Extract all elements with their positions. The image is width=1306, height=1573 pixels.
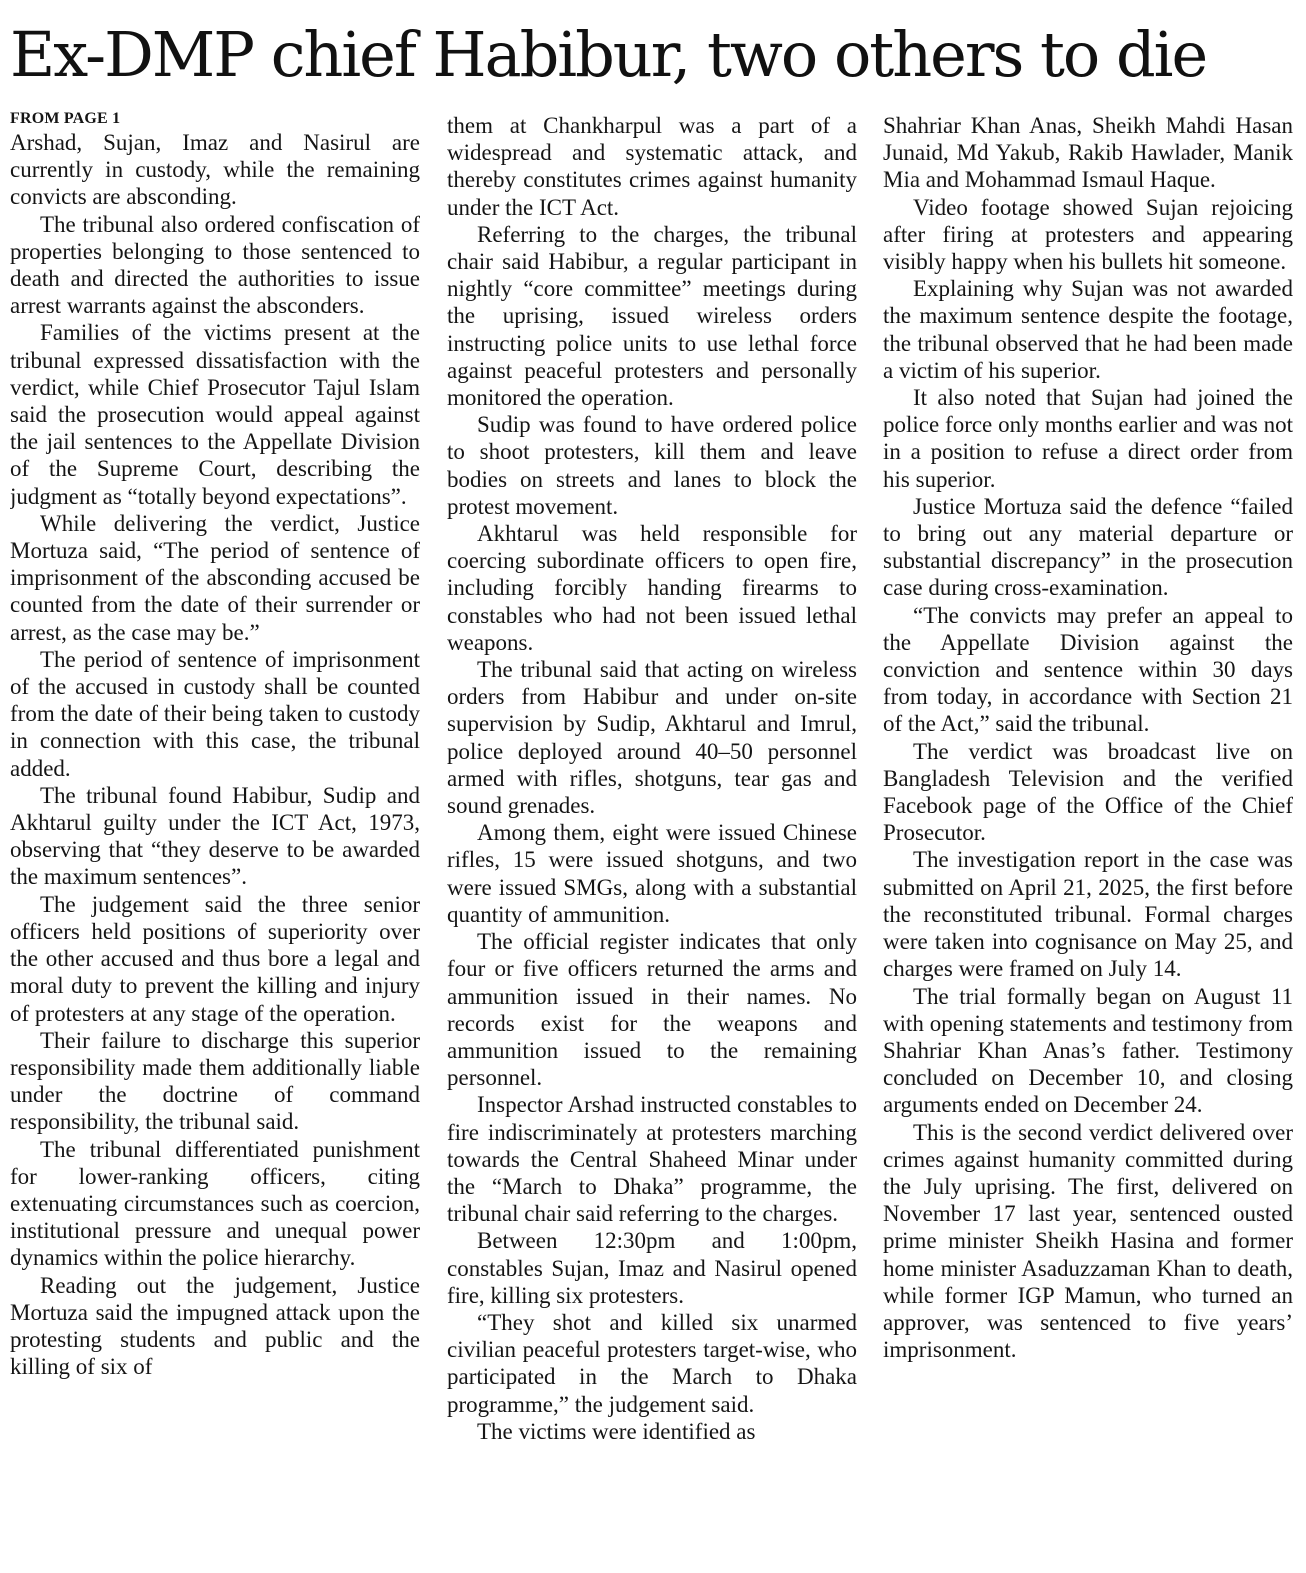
paragraph: The tribunal differentiated punishment for lower-ranking officers, citing extenuating circumstances such as coercion, institutional pressure and unequal power dynamics within the police hierarchy. (10, 1136, 420, 1271)
paragraph: The tribunal found Habibur, Sudip and Akhtarul guilty under the ICT Act, 1973, observing that “they deserve to be awarded the maximum sentences”. (10, 782, 420, 890)
article-column-3 (883, 112, 1293, 1567)
paragraph: This is the second verdict delivered over crimes against humanity committed during the July uprising. The first, delivered on November 17 last year, sentenced ousted prime minister Sheikh Hasina and former home minister Asaduzzaman Khan to death, while former IGP Mamun, who turned an approver, was sentenced to five years’ imprisonment. (883, 1119, 1293, 1363)
headline: Ex-DMP chief Habibur, two others to die (10, 18, 1207, 91)
paragraph: them at Chankharpul was a part of a widespread and systematic attack, and thereby constitutes crimes against humanity under the ICT Act. (447, 113, 857, 220)
paragraph: The judgement said the three senior officers held positions of superiority over the other accused and thus bore a legal and moral duty to prevent the killing and injury of protesters at any stage of the operation. (10, 891, 420, 1026)
paragraph: The verdict was broadcast live on Bangladesh Television and the verified Facebook page of the Office of the Chief Prosecutor. (883, 738, 1293, 846)
paragraph: The investigation report in the case was submitted on April 21, 2025, the first before the reconstituted tribunal. Formal charges were taken into cognisance on May 25, and charges were framed on July 14. (883, 847, 1293, 982)
paragraph: Shahriar Khan Anas, Sheikh Mahdi Hasan Junaid, Md Yakub, Rakib Hawlader, Manik Mia and Mohammad Ismaul Haque. (883, 113, 1293, 193)
paragraph: Between 12:30pm and 1:00pm, constables Sujan, Imaz and Nasirul opened fire, killing six protesters. (447, 1228, 857, 1308)
kicker-from-page: FROM PAGE 1 (10, 110, 121, 127)
article-column-2 (447, 112, 857, 1567)
paragraph: The trial formally began on August 11 with opening statements and testimony from Shahriar Khan Anas’s father. Testimony concluded on December 10, and closing arguments ended on December 24. (883, 983, 1293, 1118)
paragraph: Reading out the judgement, Justice Mortuza said the impugned attack upon the protesting students and public and the killing of six of (10, 1272, 420, 1380)
paragraph: Arshad, Sujan, Imaz and Nasirul are currently in custody, while the remaining convicts are absconding. (10, 130, 420, 210)
paragraph: Sudip was found to have ordered police to shoot protesters, kill them and leave bodies on streets and lanes to block the protest movement. (447, 412, 857, 519)
paragraph: Families of the victims present at the tribunal expressed dissatisfaction with the verdict, while Chief Prosecutor Tajul Islam said the prosecution would appeal against the jail sentences to the Appellate Division of the Supreme Court, describing the judgment as “totally beyond expectations”. (10, 320, 420, 509)
article-column-1 (10, 110, 420, 1565)
paragraph: Inspector Arshad instructed constables to fire indiscriminately at protesters marching towards the Central Shaheed Minar under the “March to Dhaka” programme, the tribunal chair said referring to the charges. (447, 1092, 857, 1227)
paragraph: The tribunal also ordered confiscation of properties belonging to those sentenced to death and directed the authorities to issue arrest warrants against the absconders. (10, 211, 420, 319)
paragraph: “The convicts may prefer an appeal to the Appellate Division against the conviction and sentence within 30 days from today, in accordance with Section 21 of the Act,” said the tribunal. (883, 602, 1293, 737)
paragraph: Akhtarul was held responsible for coercing subordinate officers to open fire, including forcibly handing firearms to constables who had not been issued lethal weapons. (447, 521, 857, 655)
paragraph: Explaining why Sujan was not awarded the maximum sentence despite the footage, the tribunal observed that he had been made a victim of his superior. (883, 276, 1293, 383)
paragraph: The tribunal said that acting on wireless orders from Habibur and under on-site supervision by Sudip, Akhtarul and Imrul, police deployed around 40–50 personnel armed with rifles, shotguns, tear gas and sound grenades. (447, 657, 857, 819)
paragraph: It also noted that Sujan had joined the police force only months earlier and was not in a position to refuse a direct order from his superior. (883, 385, 1293, 492)
paragraph: “They shot and killed six unarmed civilian peaceful protesters target-wise, who participated in the March to Dhaka programme,” the judgement said. (447, 1309, 857, 1417)
paragraph: Video footage showed Sujan rejoicing after firing at protesters and appearing visibly happy when his bullets hit someone. (883, 194, 1293, 275)
paragraph: While delivering the verdict, Justice Mortuza said, “The period of sentence of imprisonment of the absconding accused be counted from the date of their surrender or arrest, as the case may be.” (10, 510, 420, 645)
paragraph: Justice Mortuza said the defence “failed to bring out any material departure or substantial discrepancy” in the prosecution case during cross-examination. (883, 493, 1293, 601)
paragraph: Referring to the charges, the tribunal chair said Habibur, a regular participant in nightly “core committee” meetings during the uprising, issued wireless orders instructing police units to use lethal force against peaceful protesters and personally monitored the operation. (447, 221, 857, 411)
paragraph: The period of sentence of imprisonment of the accused in custody shall be counted from the date of their being taken to custody in connection with this case, the tribunal added. (10, 646, 420, 781)
paragraph: The victims were identified as (477, 1418, 756, 1444)
paragraph: Among them, eight were issued Chinese rifles, 15 were issued shotguns, and two were issued SMGs, along with a substantial quantity of ammunition. (447, 820, 857, 927)
paragraph: The official register indicates that only four or five officers returned the arms and ammunition issued in their names. No records exist for the weapons and ammunition issued to the remaining personnel. (447, 929, 857, 1091)
paragraph: Their failure to discharge this superior responsibility made them additionally liable under the doctrine of command responsibility, the tribunal said. (10, 1027, 420, 1135)
